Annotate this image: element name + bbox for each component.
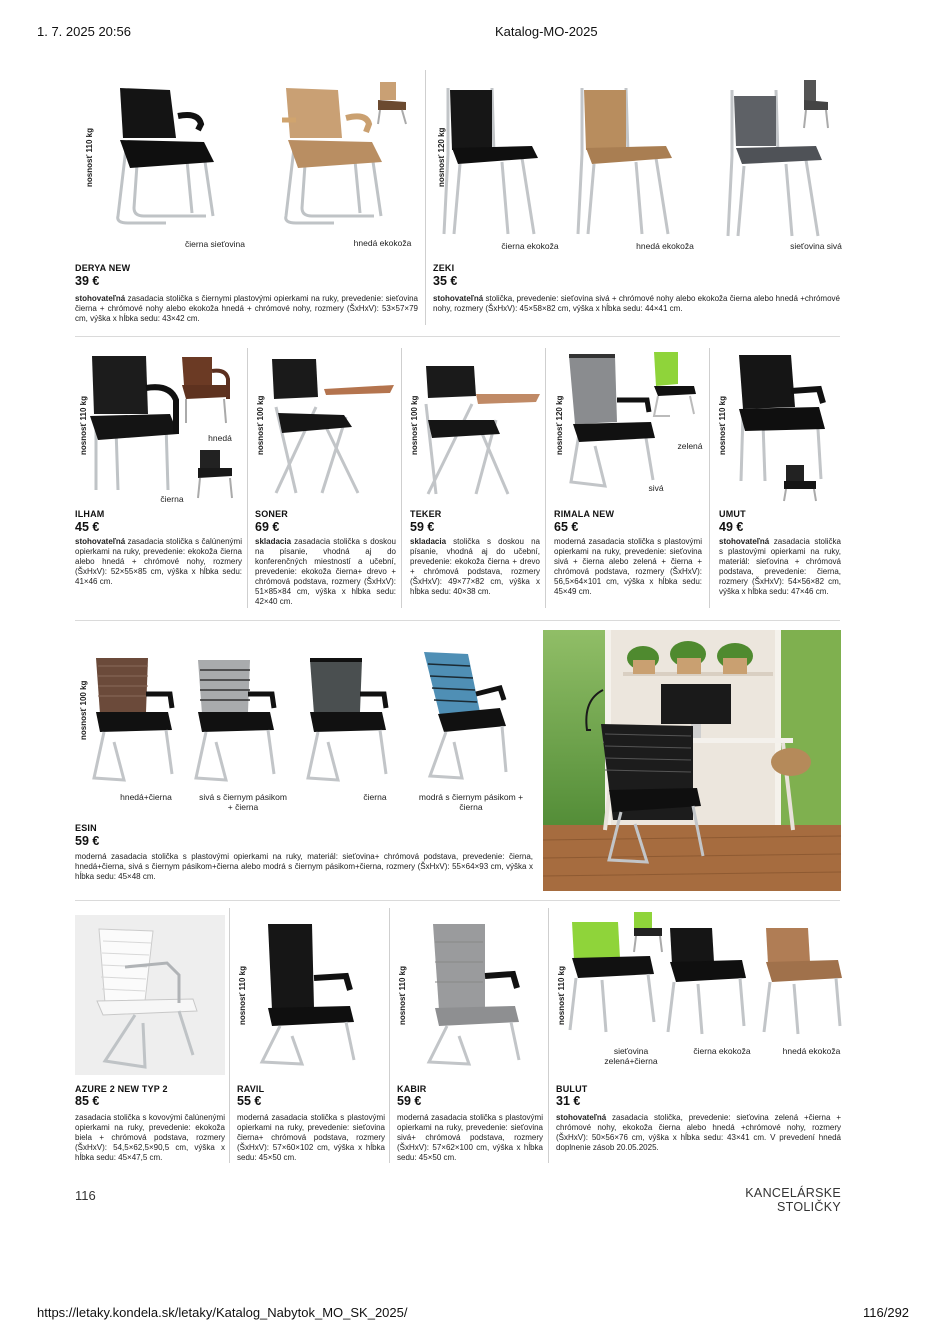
load-capacity-label: nosnosť 110 kg [79, 396, 88, 455]
esin-chair-black-image [302, 656, 392, 784]
teker-chair-image [420, 364, 542, 498]
column-divider [548, 908, 549, 1163]
zeki-chair-brown-image [576, 84, 676, 240]
load-capacity-label: nosnosť 110 kg [398, 966, 407, 1025]
product-name: BULUT [556, 1084, 588, 1094]
product-price: 35 € [433, 274, 458, 288]
row-divider [75, 900, 840, 901]
print-datetime: 1. 7. 2025 20:56 [37, 24, 131, 39]
variant-caption: sieťovina zelená+čierna [604, 1046, 658, 1066]
load-capacity-label: nosnosť 100 kg [410, 395, 419, 455]
product-description [410, 537, 540, 597]
zeki-stacked-image [800, 78, 830, 130]
product-price: 31 € [556, 1094, 581, 1108]
load-capacity-label: nosnosť 100 kg [79, 680, 88, 740]
description-text: zasadacia stolička s čalúnenými opierkami na ruky, prevedenie: ekokoža čierna alebo hnedá + chrómové nohy, rozmery (ŠxHxV): 52×55×85 cm, výška x hĺbka sedu: 41×46 cm. [75, 537, 242, 586]
description-text: stolička, prevedenie: sieťovina sivá + chrómové nohy alebo ekokoža čierna alebo hnedá +chrómové nohy, rozmery (ŠxHxV): 45×58×82 cm, výška x hĺbka sedu: 44×41 cm. [433, 294, 840, 313]
bulut-chair-black-image [664, 926, 748, 1036]
soner-chair-image [266, 357, 396, 497]
variant-caption: čierna [160, 494, 184, 504]
load-capacity-label: nosnosť 100 kg [256, 395, 265, 455]
variant-caption: hnedá [208, 433, 232, 443]
variant-caption: zelená [677, 441, 703, 451]
product-description: moderná zasadacia stolička s plastovými opierkami na ruky, prevedenie: sieťovina čierna+ chrómová podstava, rozmery (ŠxHxV): 57×60×102 cm, výška x hĺbka sedu: 45×50 cm. [237, 1113, 385, 1162]
zeki-chair-black-image [442, 84, 542, 240]
description-text: zasadacia stolička s plastovými opierkami na ruky, materiál: sieťovina + chrómová podstava, prevedenie: čierna, rozmery (ŠxHxV): 54×56×82 cm, výška x hĺbka sedu: 47×46 cm. [719, 537, 841, 596]
kabir-chair-image [425, 922, 525, 1066]
product-name: RAVIL [237, 1084, 265, 1094]
description-text: zasadacia stolička s čiernymi plastovými opierkami na ruky, prevedenie: sieťovina čierna + chrómové nohy alebo ekokoža hnedá + chrómové nohy, rozmery (ŠxHxV): 53×57×79 cm, výška x hĺbka sedu: 43×42 cm. [75, 294, 418, 323]
description-bold: stohovateľná [719, 537, 770, 546]
section-title: KANCELÁRSKE STOLIČKY [745, 1186, 841, 1214]
product-description: moderná zasadacia stolička s plastovými opierkami na ruky, materiál: sieťovina+ chrómová podstava, prevedenie: čierna, hnedá+čierna, sivá s čiernym pásikom+čierna alebo modrá s čiernym pásikom+čierna, rozmery (ŠxHxV): 55×64×93 cm, výška x hĺbka sedu: 45×48 cm. [75, 852, 533, 881]
office-lifestyle-photo [543, 630, 841, 891]
product-description [433, 294, 840, 314]
column-divider [709, 348, 710, 608]
ilham-stacked-image [194, 448, 236, 500]
variant-caption: čierna ekokoža [501, 241, 559, 251]
product-price: 49 € [719, 520, 744, 534]
product-description [75, 294, 418, 324]
load-capacity-label: nosnosť 120 kg [437, 127, 446, 187]
product-name: TEKER [410, 509, 442, 519]
product-price: 59 € [410, 520, 435, 534]
product-description: moderná zasadacia stolička s plastovými opierkami na ruky, prevedenie: sieťovina sivá + čierna alebo zelená + čierna + chrómová podstava, rozmery (ŠxHxV): 56,5×64×101 cm, výška x hĺbka sedu: 45×49 cm. [554, 537, 702, 596]
product-name: ILHAM [75, 509, 105, 519]
load-capacity-label: nosnosť 110 kg [557, 966, 566, 1025]
description-bold: skladacia [255, 537, 292, 546]
product-description: moderná zasadacia stolička s plastovými opierkami na ruky, prevedenie: sieťovina sivá+ chrómová podstava, rozmery (ŠxHxV): 57×62×100 cm, výška x hĺbka sedu: 45×50 cm. [397, 1113, 543, 1162]
row-divider [75, 620, 840, 621]
rimala-chair-green-image [650, 350, 700, 418]
product-description [75, 537, 242, 587]
print-url: https://letaky.kondela.sk/letaky/Katalog_Nabytok_MO_SK_2025/ [37, 1305, 408, 1320]
azure-chair-image [75, 915, 225, 1075]
esin-chair-brown-image [88, 656, 178, 784]
product-name: AZURE 2 NEW TYP 2 [75, 1084, 168, 1094]
bulut-chair-brown-image [760, 926, 844, 1036]
variant-caption: hnedá ekokoža [353, 238, 412, 248]
description-text: zasadacia stolička s doskou na písanie, vhodná aj do konferenčných miestností a učební, prevedenie: ekokoža čierna+ drevo + chrómová podstava, rozmery (ŠxHxV): 51×85×84 cm, výška x hĺbka sedu: 42×40 cm. [255, 537, 396, 606]
load-capacity-label: nosnosť 110 kg [718, 396, 727, 455]
column-divider [229, 908, 230, 1163]
product-name: KABIR [397, 1084, 427, 1094]
product-description [719, 537, 841, 597]
column-divider [425, 70, 426, 325]
variant-caption: sieťovina sivá [790, 241, 842, 251]
product-name: ZEKI [433, 263, 455, 273]
ravil-chair-image [258, 922, 358, 1066]
variant-caption: sivá s čiernym pásikom + čierna [199, 792, 287, 812]
description-bold: stohovateľná [433, 294, 484, 303]
bulut-stacked-image [630, 910, 666, 954]
product-price: 45 € [75, 520, 100, 534]
product-description [255, 537, 396, 607]
azure-photo-background [75, 915, 225, 1075]
description-text: stolička s doskou na písanie, vhodná aj do učební, prevedenie: ekokoža čierna + drevo + chrómová podstava, rozmery (ŠxHxV): 49×77×82 cm, výška x hĺbka sedu: 40×38 cm. [410, 537, 540, 596]
load-capacity-label: nosnosť 120 kg [555, 395, 564, 455]
document-title: Katalog-MO-2025 [495, 24, 598, 39]
catalog-page-number: 116 [75, 1188, 96, 1203]
product-price: 85 € [75, 1094, 100, 1108]
column-divider [247, 348, 248, 608]
umut-stacked-image [780, 463, 820, 503]
esin-chair-grey-image [190, 656, 280, 784]
product-price: 65 € [554, 520, 579, 534]
variant-caption: čierna ekokoža [693, 1046, 751, 1056]
description-bold: stohovateľná [75, 537, 126, 546]
variant-caption: čierna [363, 792, 387, 802]
ilham-chair-black-image [86, 354, 186, 494]
product-price: 55 € [237, 1094, 262, 1108]
load-capacity-label: nosnosť 110 kg [238, 966, 247, 1025]
variant-caption: hnedá ekokoža [782, 1046, 841, 1056]
variant-caption: čierna sieťovina [185, 239, 245, 249]
description-bold: stohovateľná [75, 294, 126, 303]
esin-chair-blue-image [418, 650, 513, 784]
product-description: zasadacia stolička s kovovými čalúnenými opierkami na ruky, prevedenie: ekokoža biela + chrómová podstava, rozmery (ŠxHxV): 54,5×62,5×90,5 cm, výška x hĺbka sedu: 45×47,5 cm. [75, 1113, 225, 1162]
description-bold: stohovateľná [556, 1113, 607, 1122]
product-name: DERYA NEW [75, 263, 131, 273]
column-divider [401, 348, 402, 608]
product-name: SONER [255, 509, 289, 519]
variant-caption: hnedá ekokoža [636, 241, 694, 251]
description-bold: skladacia [410, 537, 447, 546]
product-name: UMUT [719, 509, 746, 519]
variant-caption: modrá s čiernym pásikom + čierna [418, 792, 524, 812]
product-price: 59 € [75, 834, 100, 848]
description-text: zasadacia stolička, prevedenie: sieťovina zelená +čierna + chrómové nohy, ekokoža čierna alebo hnedá +chrómové nohy, rozmery (ŠxHxV): 50×56×76 cm, výška x hĺbka sedu: 43×41 cm. V prevedení hnedá doplnenie zásob 20.05.2025. [556, 1113, 841, 1152]
product-price: 69 € [255, 520, 280, 534]
ilham-chair-brown-image [178, 355, 234, 425]
derya-stacked-image [372, 80, 412, 126]
load-capacity-label: nosnosť 110 kg [85, 128, 94, 187]
print-page-counter: 116/292 [863, 1305, 910, 1320]
product-price: 39 € [75, 274, 100, 288]
variant-caption: sivá [648, 483, 664, 493]
derya-chair-black-image [108, 88, 223, 233]
product-description [556, 1113, 841, 1153]
row-divider [75, 336, 840, 337]
rimala-chair-grey-image [565, 354, 661, 490]
variant-caption: hnedá+čierna [120, 792, 172, 802]
product-price: 59 € [397, 1094, 422, 1108]
column-divider [389, 908, 390, 1163]
product-name: RIMALA NEW [554, 509, 615, 519]
product-name: ESIN [75, 823, 97, 833]
column-divider [545, 348, 546, 608]
